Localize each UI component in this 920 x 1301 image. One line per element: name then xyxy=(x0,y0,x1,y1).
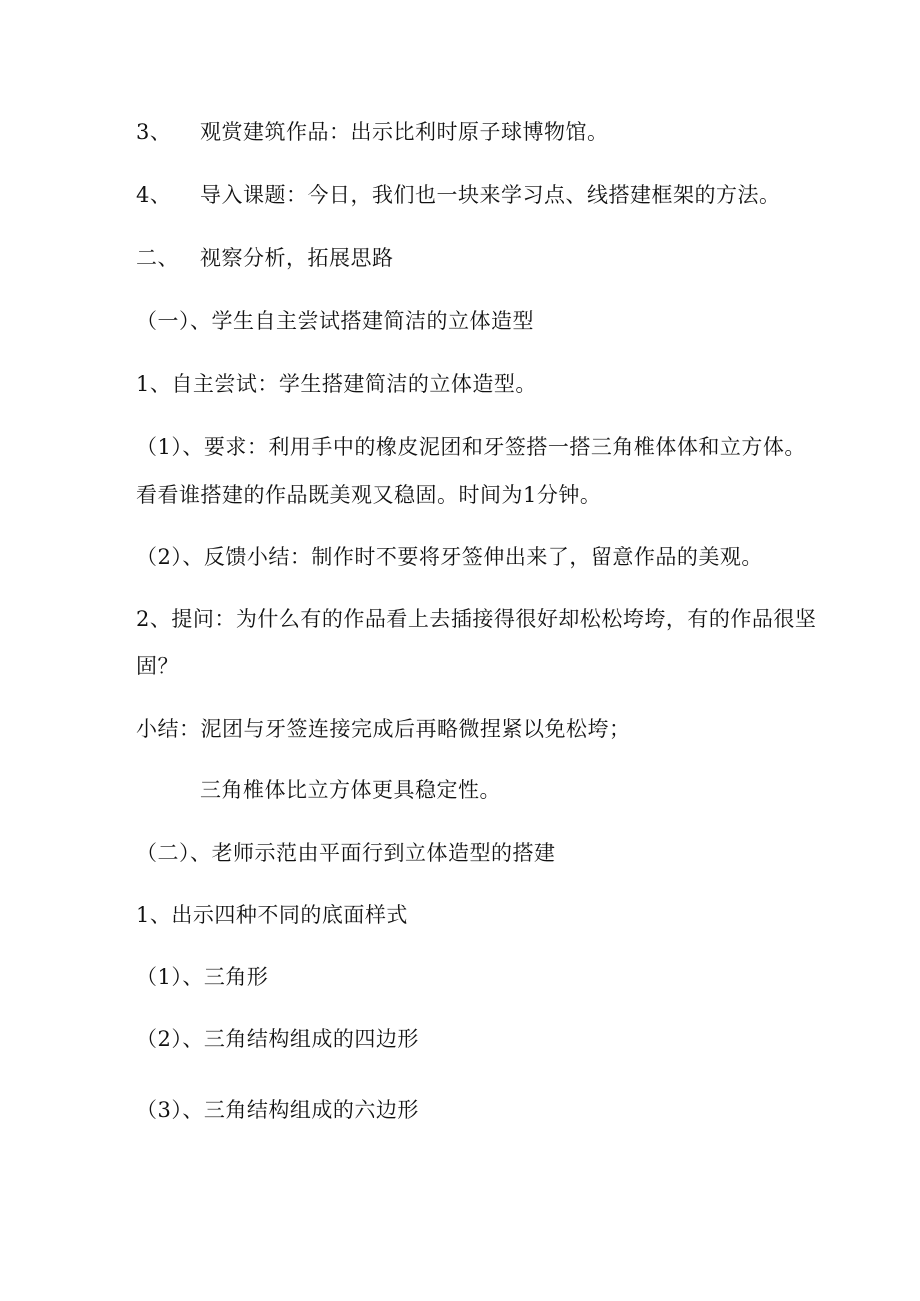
paragraph: 1、自主尝试：学生搭建简洁的立体造型。 xyxy=(136,372,537,396)
list-item: （3）、三角结构组成的六边形 xyxy=(136,1098,419,1122)
paragraph: （2）、反馈小结：制作时不要将牙签伸出来了，留意作品的美观。 xyxy=(136,545,763,569)
list-item: （1）、三角形 xyxy=(136,965,269,989)
section-title: 视察分析，拓展思路 xyxy=(200,246,394,270)
list-item xyxy=(136,118,609,146)
paragraph: 看看谁搭建的作品既美观又稳固。时间为1分钟。 xyxy=(136,483,602,507)
paragraph: 2、提问：为什么有的作品看上去插接得很好却松松垮垮，有的作品很坚 xyxy=(136,607,817,631)
paragraph: 小结：泥团与牙签连接完成后再略微捏紧以免松垮； xyxy=(136,717,631,741)
subsection-heading: （二）、老师示范由平面行到立体造型的搭建 xyxy=(136,841,556,865)
item-text: 观赏建筑作品：出示比利时原子球博物馆。 xyxy=(200,120,609,144)
paragraph: （1）、要求：利用手中的橡皮泥团和牙签搭一搭三角椎体体和立方体。 xyxy=(136,435,806,459)
list-item xyxy=(136,181,781,209)
paragraph: 三角椎体比立方体更具稳定性。 xyxy=(200,778,501,802)
section-number: 二、 xyxy=(136,246,179,270)
item-number: 4、 xyxy=(136,183,172,207)
paragraph: 固？ xyxy=(136,654,179,678)
section-heading xyxy=(136,244,394,272)
item-number: 3、 xyxy=(136,120,172,144)
paragraph: 1、出示四种不同的底面样式 xyxy=(136,903,408,927)
item-text: 导入课题：今日，我们也一块来学习点、线搭建框架的方法。 xyxy=(200,183,781,207)
subsection-heading: （一）、学生自主尝试搭建简洁的立体造型 xyxy=(136,309,534,333)
list-item: （2）、三角结构组成的四边形 xyxy=(136,1027,419,1051)
